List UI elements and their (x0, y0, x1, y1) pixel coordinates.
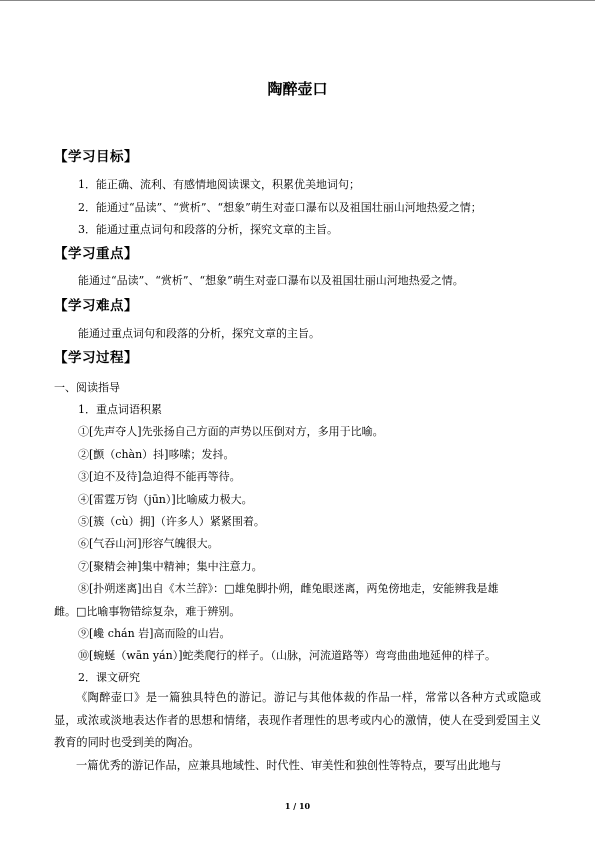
vocab-item: ⑨[巉 chán 岩]高而险的山岩。 (78, 627, 231, 640)
key-heading: 【学习重点】 (54, 246, 138, 262)
vocab-item-continued: 雌。□比喻事物错综复杂，难于辨别。 (54, 605, 241, 618)
vocab-item: ①[先声夺人]先张扬自己方面的声势以压倒对方，多用于比喻。 (78, 425, 384, 438)
subsection-heading: 2．课文研究 (78, 671, 140, 684)
subsection-heading: 1．重点词语积累 (78, 403, 162, 416)
goals-heading: 【学习目标】 (54, 149, 138, 165)
part-heading: 一、阅读指导 (54, 381, 120, 394)
vocab-item: ④[雷霆万钧（jūn）]比喻威力极大。 (78, 493, 253, 506)
vocab-item: ③[迫不及待]急迫得不能再等待。 (78, 470, 241, 483)
vocab-item: ⑥[气吞山河]形容气魄很大。 (78, 537, 219, 550)
goal-item: 3．能通过重点词句和段落的分析，探究文章的主旨。 (78, 223, 338, 236)
top-border (0, 0, 595, 3)
body-paragraph: 一篇优秀的游记作品，应兼具地域性、时代性、审美性和独创性等特点，要写出此地与 (76, 759, 502, 772)
goal-item: 2．能通过“品读”、“赏析”、“想象”萌生对壶口瀑布以及祖国壮丽山河地热爱之情； (78, 201, 482, 214)
goal-item: 1．能正确、流利、有感情地阅读课文，积累优美地词句； (78, 178, 360, 191)
vocab-item: ⑦[聚精会神]集中精神；集中注意力。 (78, 560, 263, 573)
body-paragraph: 《陶醉壶口》是一篇独具特色的游记。游记与其他体裁的作品一样，常常以各种方式或隐或显，或浓或淡地表达作者的思想和情绪，表现作者理性的思考或内心的激情，使人在受到爱国主义教育的同时也受到美的陶冶。 (54, 691, 541, 749)
process-heading: 【学习过程】 (54, 350, 138, 366)
key-text: 能通过“品读”、“赏析”、“想象”萌生对壶口瀑布以及祖国壮丽山河地热爱之情。 (78, 274, 464, 287)
vocab-item: ⑩[蜿蜒（wān yán）]蛇类爬行的样子。（山脉，河流道路等）弯弯曲曲地延伸的样子。 (78, 649, 496, 662)
page-number: 1 / 10 (284, 801, 311, 811)
vocab-item: ②[颤（chàn）抖]哆嗦；发抖。 (78, 448, 235, 461)
difficulty-heading: 【学习难点】 (54, 298, 138, 314)
vocab-item: ⑤[簇（cù）拥]（许多人）紧紧围着。 (78, 515, 265, 528)
difficulty-text: 能通过重点词句和段落的分析，探究文章的主旨。 (78, 327, 320, 340)
vocab-item: ⑧[扑朔迷离]出自《木兰辞》：□雄兔脚扑朔，雌兔眼迷离，两兔傍地走，安能辨我是雄 (78, 582, 499, 595)
page-title: 陶醉壶口 (267, 80, 328, 98)
